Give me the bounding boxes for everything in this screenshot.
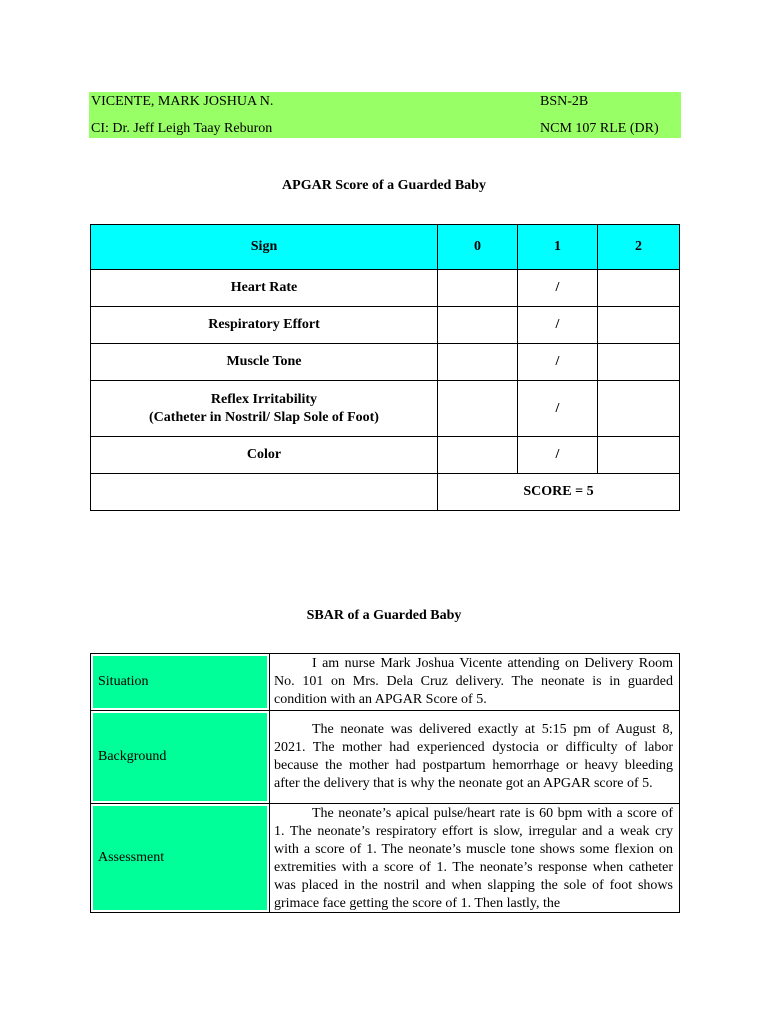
- score-2-cell: [598, 344, 680, 381]
- sign-cell: Heart Rate: [91, 270, 438, 307]
- score-1-cell: /: [518, 437, 598, 474]
- apgar-title: APGAR Score of a Guarded Baby: [282, 178, 486, 193]
- score-1-cell: /: [518, 344, 598, 381]
- score-1-cell: /: [518, 307, 598, 344]
- sbar-row-background: [91, 711, 680, 804]
- sbar-row-assessment: [91, 804, 680, 913]
- sbar-title: SBAR of a Guarded Baby: [306, 608, 462, 623]
- sbar-label: Situation: [91, 654, 270, 711]
- sbar-label: Assessment: [91, 804, 270, 913]
- score-0-cell: [438, 437, 518, 474]
- course-code: NCM 107 RLE (DR): [540, 121, 659, 136]
- apgar-total-row: [91, 474, 680, 511]
- apgar-row-heart-rate: [91, 270, 680, 307]
- section: BSN-2B: [540, 94, 589, 109]
- score-0-cell: [438, 307, 518, 344]
- apgar-table: [90, 224, 680, 511]
- apgar-row-reflex-irritability: [91, 381, 680, 437]
- sign-cell: Respiratory Effort: [91, 307, 438, 344]
- sbar-text: The neonate was delivered exactly at 5:15 pm of August 8, 2021. The mother had experienced dystocia or difficulty of labor because the mother had postpartum hemorrhage or heavy bleeding after the delivery that is why the neonate got an APGAR score of 5.: [270, 711, 680, 804]
- sbar-label: Background: [91, 711, 270, 804]
- score-2-cell: [598, 381, 680, 437]
- sign-cell: Muscle Tone: [91, 344, 438, 381]
- total-score: SCORE = 5: [438, 474, 680, 511]
- sbar-text: The neonate’s apical pulse/heart rate is 60 bpm with a score of 1. The neonate’s respiratory effort is slow, irregular and a weak cry with a score of 1. The neonate’s muscle tone shows some flexion on extremities with a score of 1. The neonate’s response when catheter was placed in the nostril and when slapping the sole of foot shows grimace face getting the score of 1. Then lastly, the: [274, 806, 673, 911]
- column-header-0: 0: [438, 225, 518, 270]
- column-header-2: 2: [598, 225, 680, 270]
- sign-note: (Catheter in Nostril/ Slap Sole of Foot): [149, 409, 379, 425]
- score-0-cell: [438, 344, 518, 381]
- score-0-cell: [438, 270, 518, 307]
- sbar-text: I am nurse Mark Joshua Vicente attending on Delivery Room No. 101 on Mrs. Dela Cruz delivery. The neonate is in guarded condition with an APGAR Score of 5.: [270, 654, 680, 711]
- apgar-row-muscle-tone: [91, 344, 680, 381]
- sbar-row-situation: [91, 654, 680, 711]
- student-name: VICENTE, MARK JOSHUA N.: [91, 94, 274, 109]
- score-1-cell: /: [518, 381, 598, 437]
- clinical-instructor: CI: Dr. Jeff Leigh Taay Reburon: [91, 121, 273, 136]
- score-2-cell: [598, 437, 680, 474]
- score-0-cell: [438, 381, 518, 437]
- score-1-cell: /: [518, 270, 598, 307]
- sign-cell: Color: [91, 437, 438, 474]
- sbar-text-cell: [270, 804, 680, 913]
- sign-name: Reflex Irritability: [210, 391, 318, 407]
- apgar-row-respiratory-effort: [91, 307, 680, 344]
- score-2-cell: [598, 270, 680, 307]
- sbar-table: [90, 653, 680, 913]
- empty-cell: [91, 474, 438, 511]
- apgar-header-row: [91, 225, 680, 270]
- sign-cell: [91, 381, 438, 437]
- student-info-header: [89, 92, 681, 138]
- column-header-1: 1: [518, 225, 598, 270]
- apgar-row-color: [91, 437, 680, 474]
- score-2-cell: [598, 307, 680, 344]
- column-header-sign: Sign: [91, 225, 438, 270]
